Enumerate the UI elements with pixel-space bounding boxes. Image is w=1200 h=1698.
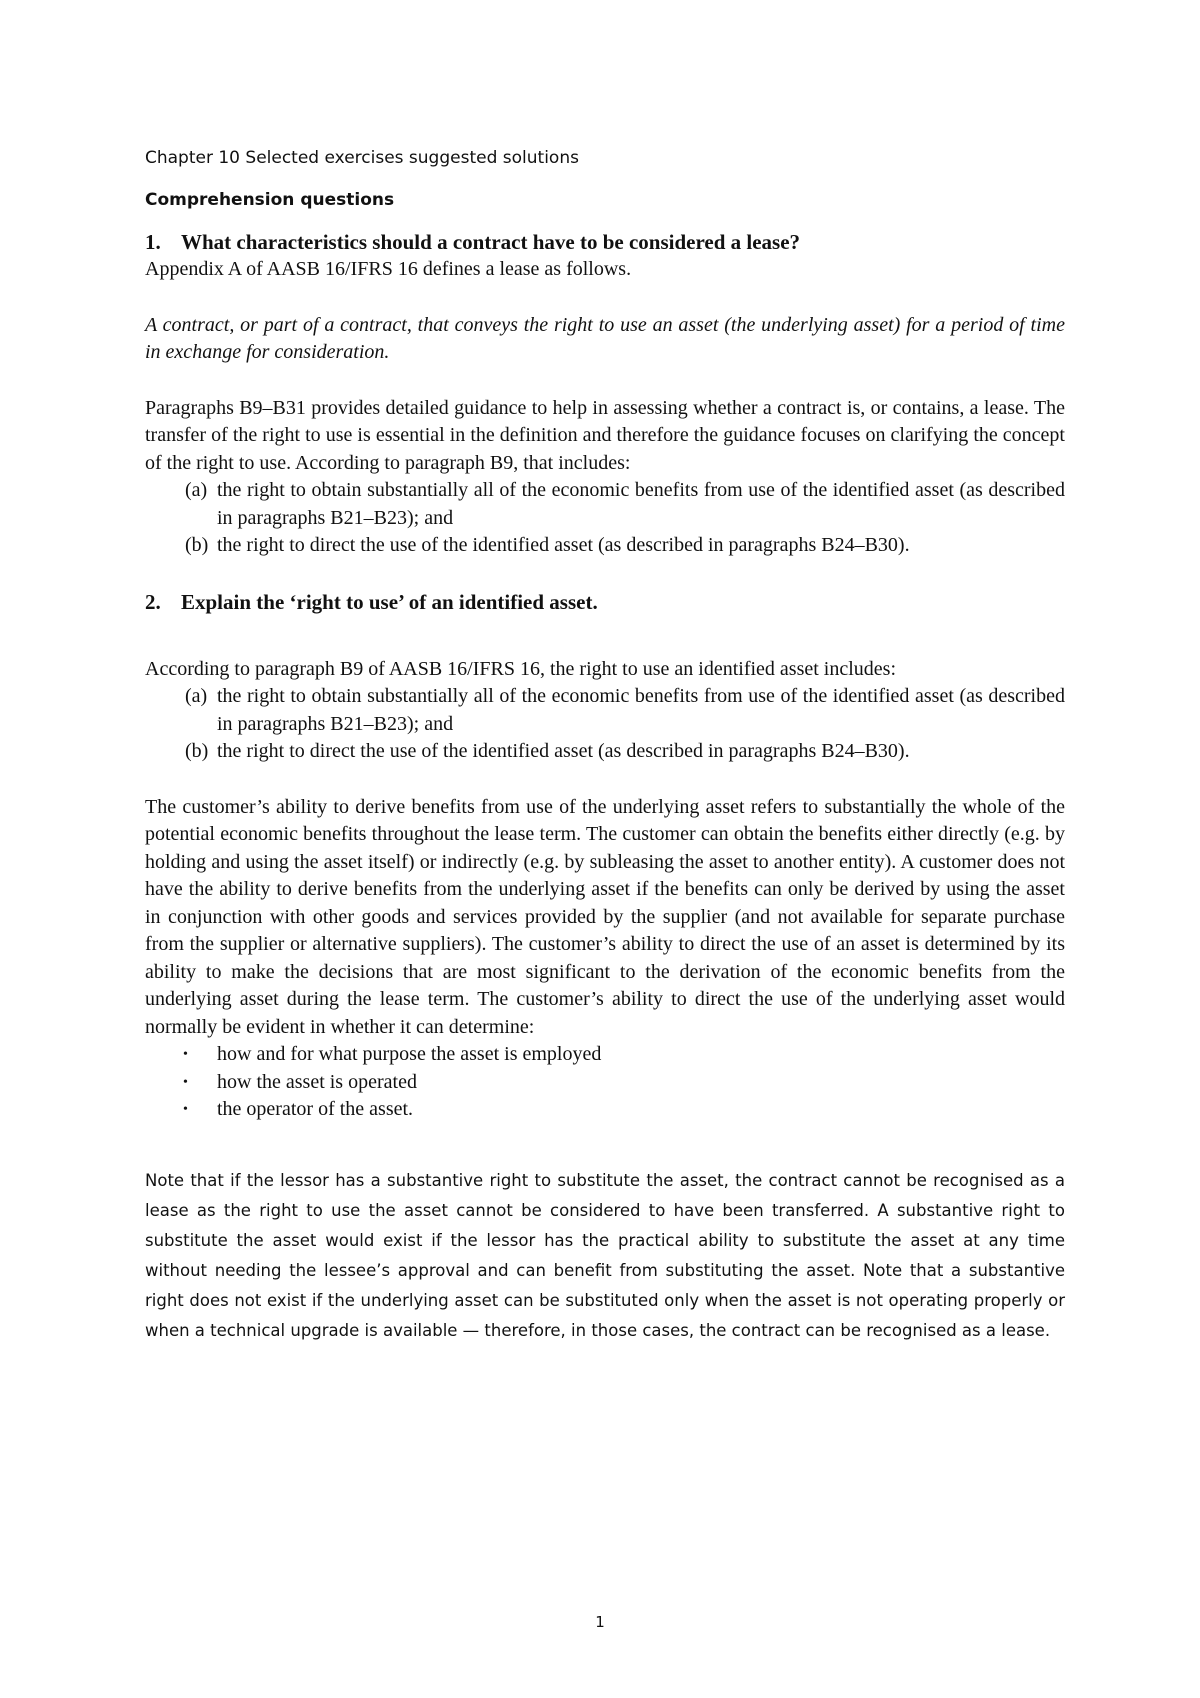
q2-criteria-list	[145, 683, 1065, 766]
question-2-number: 2.	[145, 589, 161, 614]
q2-body: The customer’s ability to derive benefits from use of the underlying asset refers to substantially the whole of the potential economic benefits throughout the lease term. The customer can obtain the benefits either directly (e.g. by holding and using the asset itself) or indirectly (e.g. by subleasing the asset to another entity). A customer does not have the ability to derive benefits from the underlying asset if the benefits can only be derived by using the asset in conjunction with other goods and services provided by the supplier (and not available for separate purchase from the supplier or alternative suppliers). The customer’s ability to direct the use of an asset is determined by its ability to make the decisions that are most significant to the derivation of the economic benefits from the underlying asset during the lease term. The customer’s ability to direct the use of the underlying asset would normally be evident in whether it can determine:	[145, 795, 1065, 1038]
list-item	[185, 532, 1065, 560]
bullet-glyph: •	[183, 1102, 188, 1117]
list-item-text: the operator of the asset.	[217, 1098, 414, 1120]
list-marker: (a)	[185, 479, 208, 501]
document-title: Chapter 10 Selected exercises suggested solutions	[145, 148, 579, 168]
lease-definition: A contract, or part of a contract, that conveys the right to use an asset (the underlying asset) for a period of time in exchange for consideration.	[145, 313, 1065, 363]
page-number: 1	[595, 1613, 605, 1631]
list-item	[185, 683, 1065, 738]
page-content	[145, 146, 1065, 1346]
list-marker: (b)	[185, 534, 209, 556]
determination-bullets	[145, 1041, 1065, 1124]
list-item	[183, 1069, 1065, 1097]
bullet-glyph: •	[183, 1047, 188, 1062]
question-1-number: 1.	[145, 230, 161, 254]
q1-criteria-list	[145, 477, 1065, 560]
substitution-note: Note that if the lessor has a substantive right to substitute the asset, the contract cannot be recognised as a lease as the right to use the asset cannot be considered to have been transferred. A substantive right to substitute the asset would exist if the lessor has the practical ability to substitute the asset at any time without needing the lessee’s approval and can benefit from substituting the asset. Note that a substantive right does not exist if the underlying asset can be substituted only when the asset is not operating properly or when a technical upgrade is available — therefore, in those cases, the contract can be recognised as a lease.	[145, 1170, 1065, 1340]
list-item-text: the right to direct the use of the identified asset (as described in paragraphs B24–B30).	[217, 740, 910, 762]
list-item-text: the right to direct the use of the identified asset (as described in paragraphs B24–B30).	[217, 534, 910, 556]
list-marker: (b)	[185, 740, 209, 762]
list-marker: (a)	[185, 685, 208, 707]
question-2-heading	[145, 588, 1065, 616]
list-item	[185, 738, 1065, 766]
q1-intro: Appendix A of AASB 16/IFRS 16 defines a lease as follows.	[145, 258, 632, 280]
question-2-text: Explain the ‘right to use’ of an identified asset.	[181, 589, 598, 614]
bullet-glyph: •	[183, 1074, 188, 1090]
list-item	[183, 1096, 1065, 1124]
list-item-text: the right to obtain substantially all of the economic benefits from use of the identified asset (as described in paragraphs B21–B23); and	[217, 685, 1065, 735]
section-heading: Comprehension questions	[145, 190, 395, 210]
list-item-text: how the asset is operated	[217, 1070, 417, 1093]
list-item	[185, 477, 1065, 532]
question-1-heading	[145, 228, 1065, 256]
q1-guidance: Paragraphs B9–B31 provides detailed guidance to help in assessing whether a contract is, or contains, a lease. The transfer of the right to use is essential in the definition and therefore the guidance focuses on clarifying the concept of the right to use. According to paragraph B9, that includes:	[145, 396, 1065, 474]
list-item-text: the right to obtain substantially all of the economic benefits from use of the identified asset (as described in paragraphs B21–B23); and	[217, 479, 1065, 529]
question-1-text: What characteristics should a contract have to be considered a lease?	[181, 230, 801, 254]
list-item	[183, 1041, 1065, 1069]
q2-intro: According to paragraph B9 of AASB 16/IFRS 16, the right to use an identified asset includes:	[145, 657, 896, 680]
list-item-text: how and for what purpose the asset is employed	[217, 1043, 602, 1065]
